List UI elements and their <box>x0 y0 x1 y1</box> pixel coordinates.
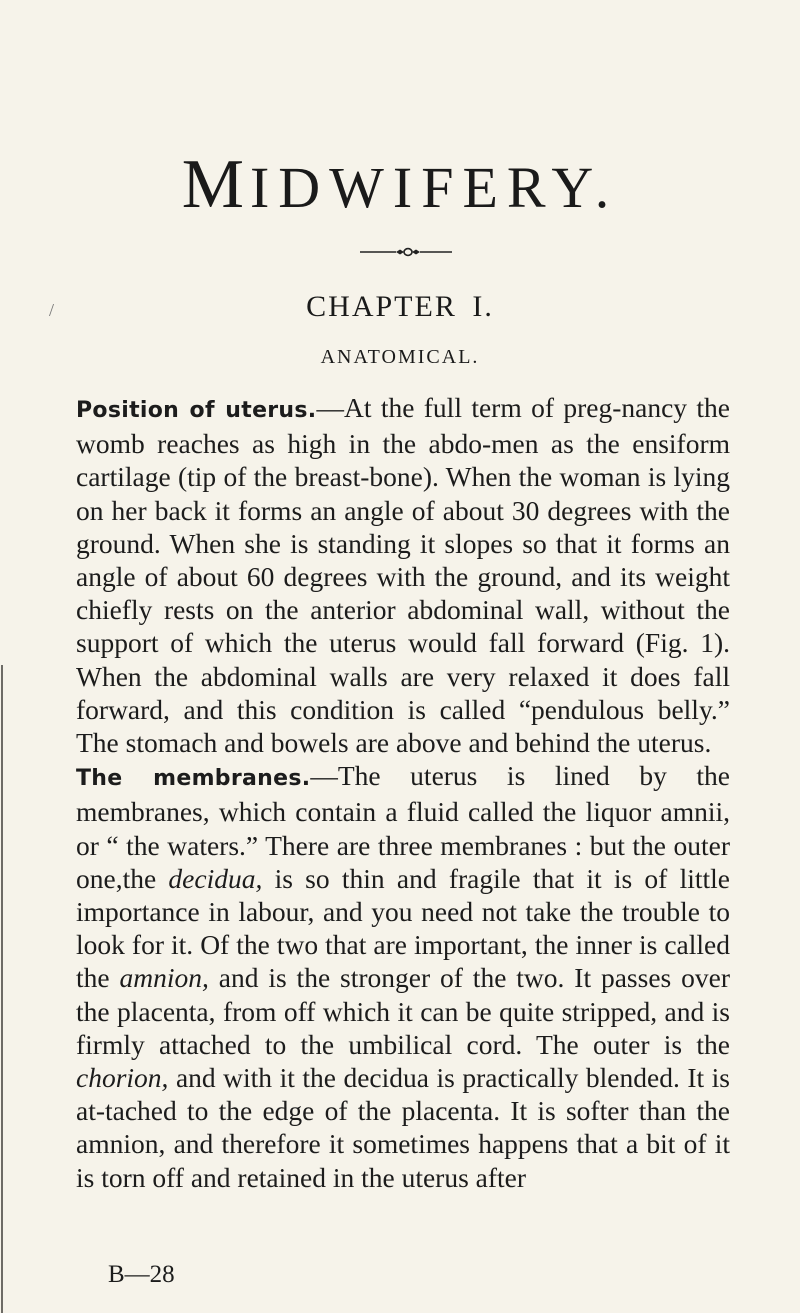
signature-mark: B—28 <box>108 1261 175 1288</box>
italic-term: decidua, <box>168 862 263 894</box>
italic-term: chorion, <box>76 1062 169 1094</box>
italic-term: amnion, <box>119 962 209 994</box>
paragraph-position-of-uterus <box>76 391 730 759</box>
page-title <box>0 146 800 223</box>
paragraph-text: —The uterus is lined by the membranes, which contain a fluid called the liquor amnii, or “ the waters.” There are three membranes : but the outer one,the <box>76 760 730 894</box>
paragraph-text: and with it the decidua is practically blended. It is at-tached to the edge of the placenta. It is softer than the amnion, and therefore it sometimes happens that a bit of it is torn off and retained in the uterus after <box>76 1062 730 1193</box>
ornament-rule <box>360 247 452 257</box>
margin-mark: / <box>49 300 55 320</box>
runin-heading: Position of uterus. <box>76 398 317 423</box>
title-rest: IDWIFERY. <box>249 155 619 220</box>
title-initial: M <box>181 146 250 223</box>
section-heading: ANATOMICAL. <box>320 346 480 368</box>
paragraph-the-membranes <box>76 759 730 1194</box>
paragraph-text: —At the full term of preg-nancy the womb reaches as high in the abdo-men as the ensiform cartilage (tip of the breast-bone). When the woman is lying on her back it forms an angle of about 30 degrees with the ground. When she is standing it slopes so that it forms an angle of about 60 degrees with the ground, and its weight chiefly rests on the anterior abdominal wall, without the support of which the uterus would fall forward (Fig. 1). When the abdominal walls are very relaxed it does fall forward, and this condition is called “pendulous belly.” The stomach and bowels are above and behind the uterus. <box>76 392 730 759</box>
paragraph-text: is so thin and fragile that it is of little importance in labour, and you need not take the trouble to look for it. Of the two that are important, the inner is called the <box>76 862 730 994</box>
paragraph-text: and is the stronger of the two. It passes over the placenta, from off which it can be quite stripped, and is firmly attached to the umbilical cord. The outer is the <box>76 962 730 1060</box>
runin-heading: The membranes. <box>76 766 311 792</box>
page-edge-line <box>1 665 3 1313</box>
body-text <box>76 391 730 1194</box>
chapter-heading: CHAPTER I. <box>306 290 494 323</box>
